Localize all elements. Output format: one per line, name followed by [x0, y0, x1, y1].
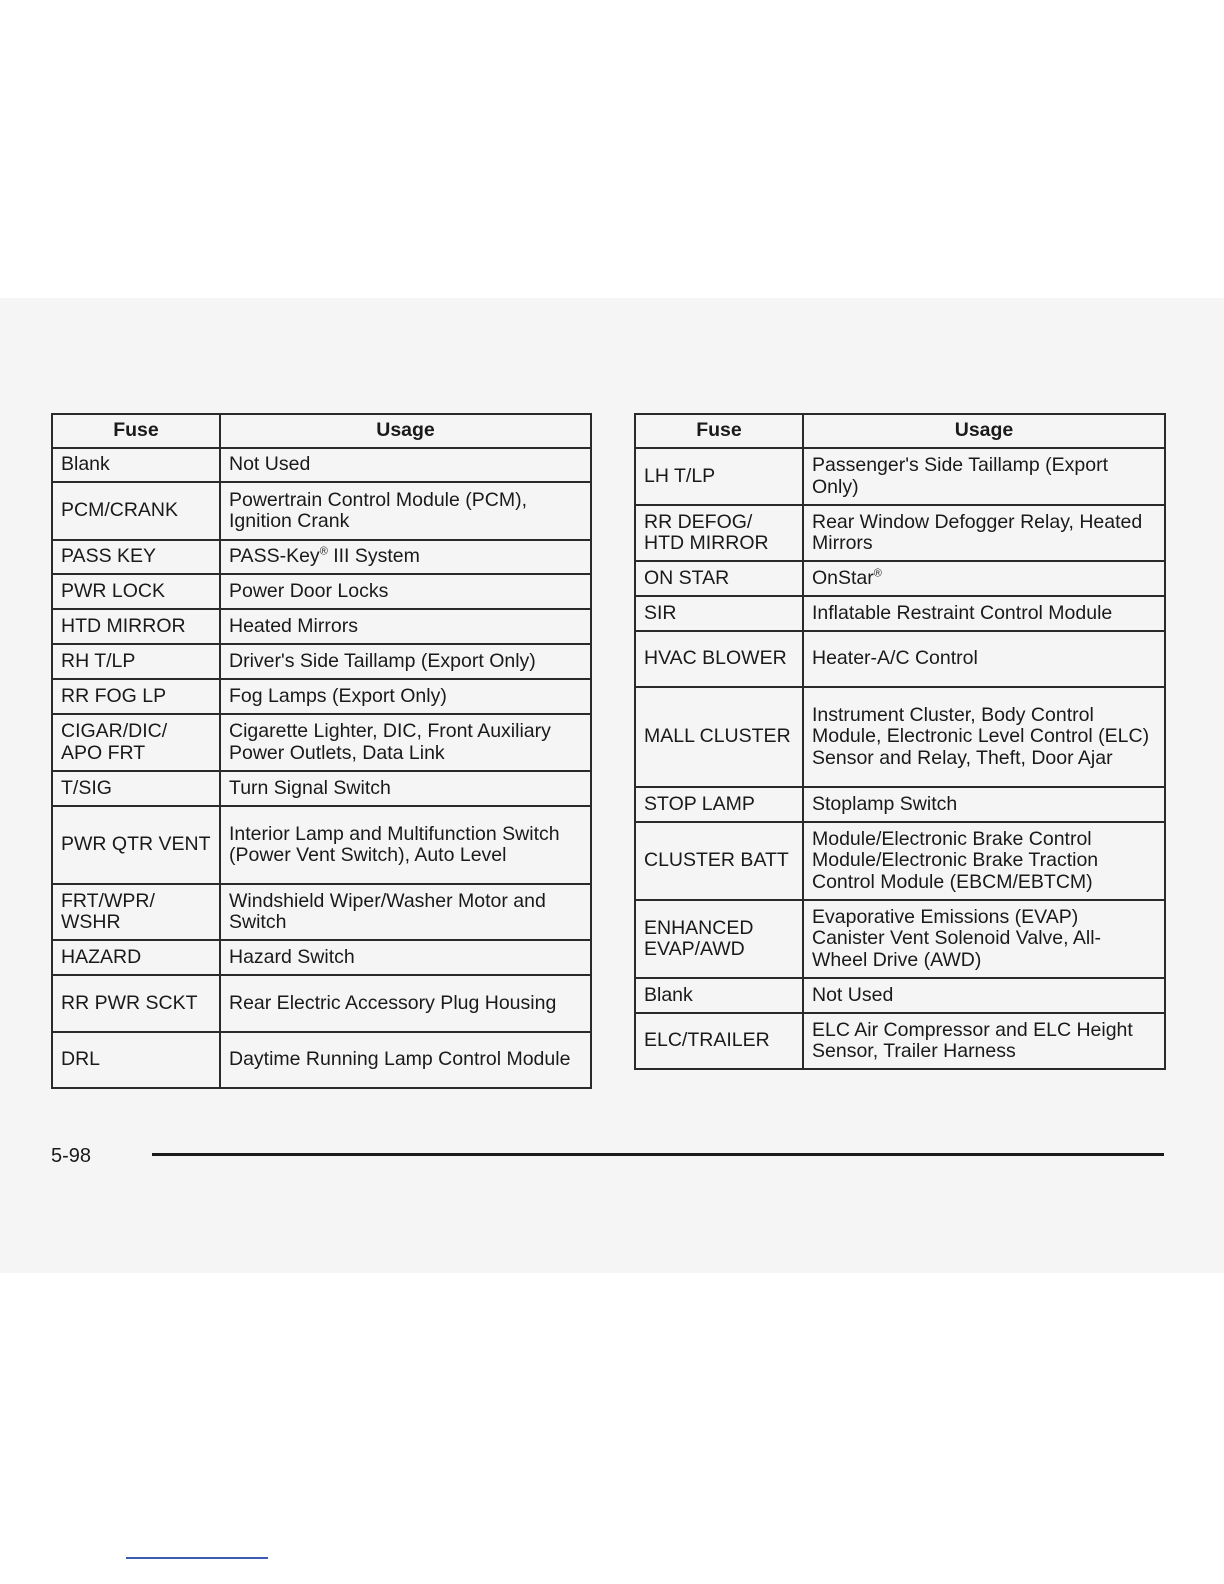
- fuse-cell: HVAC BLOWER: [635, 631, 803, 687]
- fuse-cell: RH T/LP: [52, 644, 220, 679]
- fuse-table-right: [634, 413, 1166, 1070]
- usage-cell: Inflatable Restraint Control Module: [803, 596, 1165, 631]
- fuse-cell: DRL: [52, 1032, 220, 1088]
- usage-cell: Rear Window Defogger Relay, Heated Mirrors: [803, 505, 1165, 561]
- usage-cell: Passenger's Side Taillamp (Export Only): [803, 448, 1165, 505]
- usage-cell: [220, 540, 591, 574]
- usage-cell: Fog Lamps (Export Only): [220, 679, 591, 714]
- fuse-cell: LH T/LP: [635, 448, 803, 505]
- usage-cell: Powertrain Control Module (PCM), Ignition Crank: [220, 482, 591, 540]
- table-row: [52, 609, 591, 644]
- usage-cell: ELC Air Compressor and ELC Height Sensor, Trailer Harness: [803, 1013, 1165, 1069]
- page-number: 5-98: [51, 1145, 92, 1167]
- fuse-cell: Blank: [52, 448, 220, 482]
- usage-text: PASS-Key: [229, 545, 320, 568]
- fuse-cell: CIGAR/DIC/ APO FRT: [52, 714, 220, 771]
- table-row: [52, 940, 591, 975]
- table-row: [52, 448, 591, 482]
- table-row: [635, 900, 1165, 978]
- fuse-cell: HAZARD: [52, 940, 220, 975]
- table-row: [52, 644, 591, 679]
- fuse-cell: CLUSTER BATT: [635, 822, 803, 900]
- usage-text-suffix: III System: [327, 545, 420, 568]
- fuse-cell: RR DEFOG/ HTD MIRROR: [635, 505, 803, 561]
- fuse-cell: RR PWR SCKT: [52, 975, 220, 1032]
- table-row: [52, 574, 591, 609]
- fuse-cell: SIR: [635, 596, 803, 631]
- usage-cell: Heater-A/C Control: [803, 631, 1165, 687]
- table-row: [52, 1032, 591, 1088]
- table-row: [635, 787, 1165, 822]
- usage-cell: Daytime Running Lamp Control Module: [220, 1032, 591, 1088]
- bottom-divider: [126, 1557, 268, 1559]
- fuse-cell: HTD MIRROR: [52, 609, 220, 644]
- table-row: [635, 505, 1165, 561]
- usage-cell: Evaporative Emissions (EVAP) Canister Vent Solenoid Valve, All-Wheel Drive (AWD): [803, 900, 1165, 978]
- fuse-cell: ELC/TRAILER: [635, 1013, 803, 1069]
- usage-cell: Hazard Switch: [220, 940, 591, 975]
- usage-cell: Module/Electronic Brake Control Module/Electronic Brake Traction Control Module (EBCM/EBTCM): [803, 822, 1165, 900]
- usage-cell: Stoplamp Switch: [803, 787, 1165, 822]
- usage-cell: Driver's Side Taillamp (Export Only): [220, 644, 591, 679]
- fuse-cell: PWR LOCK: [52, 574, 220, 609]
- fuse-cell: FRT/WPR/ WSHR: [52, 884, 220, 940]
- usage-cell: [803, 561, 1165, 596]
- fuse-cell: PWR QTR VENT: [52, 806, 220, 884]
- usage-cell: Heated Mirrors: [220, 609, 591, 644]
- usage-cell: Instrument Cluster, Body Control Module, Electronic Level Control (ELC) Sensor and Relay, Theft, Door Ajar: [803, 687, 1165, 787]
- fuse-column-header: Fuse: [52, 414, 220, 448]
- table-row: [635, 561, 1165, 596]
- registered-mark: ®: [873, 567, 882, 580]
- usage-cell: Turn Signal Switch: [220, 771, 591, 806]
- usage-text: OnStar: [812, 566, 874, 589]
- table-row: [52, 884, 591, 940]
- fuse-cell: Blank: [635, 978, 803, 1013]
- table-row: [52, 679, 591, 714]
- table-header-row: [52, 414, 591, 448]
- usage-cell: Cigarette Lighter, DIC, Front Auxiliary Power Outlets, Data Link: [220, 714, 591, 771]
- table-row: [52, 975, 591, 1032]
- usage-column-header: Usage: [803, 414, 1165, 448]
- table-row: [52, 714, 591, 771]
- usage-cell: Not Used: [220, 448, 591, 482]
- table-row: [635, 687, 1165, 787]
- usage-cell: Rear Electric Accessory Plug Housing: [220, 975, 591, 1032]
- table-row: [635, 631, 1165, 687]
- table-row: [635, 978, 1165, 1013]
- fuse-cell: RR FOG LP: [52, 679, 220, 714]
- usage-cell: Power Door Locks: [220, 574, 591, 609]
- usage-cell: Windshield Wiper/Washer Motor and Switch: [220, 884, 591, 940]
- table-row: [635, 448, 1165, 505]
- fuse-cell: ON STAR: [635, 561, 803, 596]
- table-row: [52, 540, 591, 574]
- fuse-cell: T/SIG: [52, 771, 220, 806]
- table-row: [52, 482, 591, 540]
- registered-mark: ®: [319, 545, 328, 558]
- fuse-cell: PASS KEY: [52, 540, 220, 574]
- fuse-cell: STOP LAMP: [635, 787, 803, 822]
- table-row: [52, 771, 591, 806]
- table-header-row: [635, 414, 1165, 448]
- table-row: [635, 1013, 1165, 1069]
- table-row: [635, 596, 1165, 631]
- fuse-cell: PCM/CRANK: [52, 482, 220, 540]
- fuse-cell: MALL CLUSTER: [635, 687, 803, 787]
- fuse-table-left: [51, 413, 592, 1089]
- footer-divider: [152, 1153, 1164, 1156]
- table-row: [635, 822, 1165, 900]
- fuse-cell: ENHANCED EVAP/AWD: [635, 900, 803, 978]
- fuse-column-header: Fuse: [635, 414, 803, 448]
- usage-cell: Interior Lamp and Multifunction Switch (Power Vent Switch), Auto Level: [220, 806, 591, 884]
- usage-column-header: Usage: [220, 414, 591, 448]
- table-row: [52, 806, 591, 884]
- usage-cell: Not Used: [803, 978, 1165, 1013]
